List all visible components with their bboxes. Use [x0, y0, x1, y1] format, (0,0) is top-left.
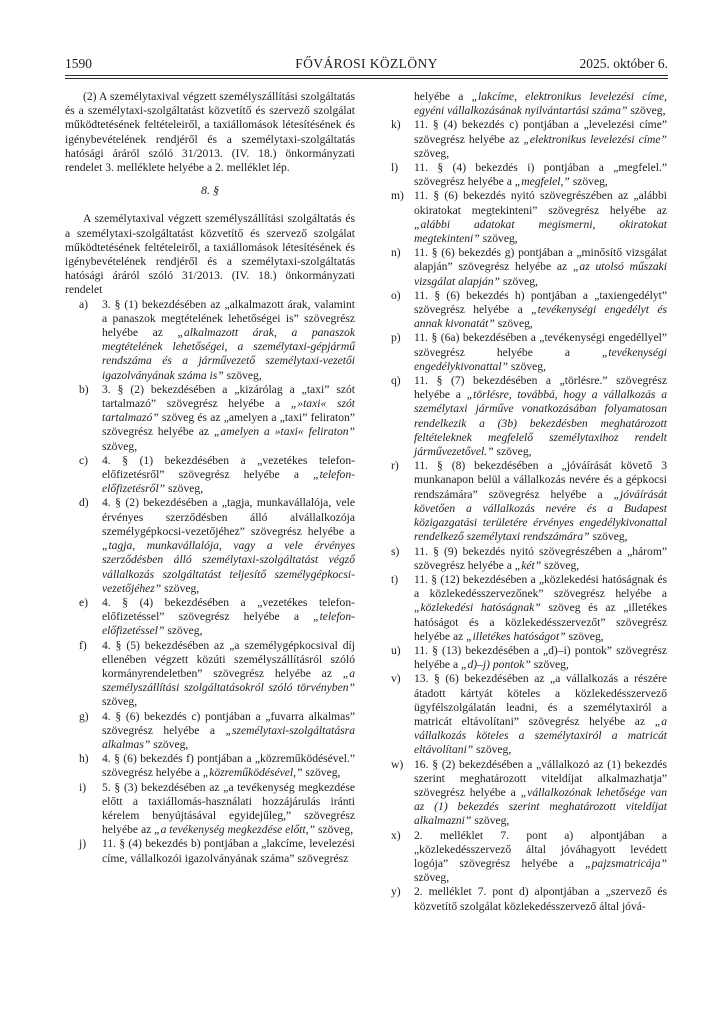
- amendment-list-a-j: [65, 298, 355, 866]
- list-item: [377, 459, 667, 544]
- list-item-label: i): [79, 780, 87, 794]
- list-item: [65, 454, 355, 497]
- list-item-text: 11. § (4) bekezdés b) pontjában a „lakcíme, levelezési címe, vállalkozói igazolványának száma” szövegrész: [102, 837, 355, 865]
- list-item-label: b): [79, 382, 89, 396]
- list-item-label: r): [391, 459, 399, 473]
- section-heading: 8. §: [201, 183, 219, 198]
- list-item-text: 4. § (4) bekezdésében a „vezetékes telefon-előfizetéssel” szövegrész helyébe a „telefon-előfizetéssel” szöveg,: [102, 595, 355, 638]
- list-item-label: j): [79, 837, 87, 851]
- list-item-label: k): [391, 118, 401, 132]
- list-item: [65, 639, 355, 710]
- list-item-text: 11. § (12) bekezdésében a „közlekedési hatóságnak és a közlekedésszervezőnek” szövegrész helyébe a „közlekedési hatóságnak” szöveg és az „illetékes hatóságot és a közlekedésszervezőt” szövegrész helyébe az „illetékes hatóságot” szöveg,: [414, 572, 667, 643]
- list-item-text: 11. § (7) bekezdésében a „törlésre.” szövegrész helyébe a „törlésre, továbbá, hogy a vállalkozás a személytaxi járműve vonatkozásában folyamatosan rendelkezik a (3b) bekezdésben meghatározott feltételeknek megfelelő személytaxihoz rendelt járművezetővel.” szöveg,: [414, 374, 667, 459]
- list-item: [377, 331, 667, 374]
- list-item: [377, 189, 667, 246]
- list-item-label: p): [391, 331, 401, 345]
- list-item: [377, 885, 667, 913]
- list-item-text: 11. § (4) bekezdés c) pontjában a „levelezési címe” szövegrész helyébe az „elektronikus levelezési címe” szöveg,: [414, 118, 667, 160]
- list-item-text: 3. § (1) bekezdésében az „alkalmazott árak, valamint a panaszok megtételének lehetőségei is” szövegrész helyébe az „alkalmazott árak, a panaszok megtételének lehetőségei, a személytaxi-gépjármű rendszáma és a járművezető személytaxi-vezetői igazolványának száma is” szöveg,: [102, 297, 355, 382]
- list-item-label: g): [79, 709, 89, 723]
- amendment-list-k-y: [377, 118, 667, 913]
- list-item-label: h): [79, 752, 89, 766]
- list-item-text: 16. § (2) bekezdésében a „vállalkozó az (1) bekezdés szerint meghatározott viteldíjat alkalmazhatja” szövegrész helyébe a „vállalkozónak lehetősége van az (1) bekezdés szerint meghatározott viteldíjat alkalmazni” szöveg,: [414, 757, 668, 828]
- list-item-text: 4. § (2) bekezdésében a „tagja, munkavállalója, vele érvényes szerződésben álló alvállalkozója személygépkocsi-vezetőjéhez” szövegrész helyébe a „tagja, munkavállalója, vagy a vele érvényes szerződésben álló személytaxi-szolgáltatást végző vállalkozás szolgáltatást teljesítő személygépkocsi-vezetőjéhez” szöveg,: [102, 496, 355, 595]
- intro-paragraph: A személytaxival végzett személyszállítási szolgáltatás és a személytaxi-szolgáltatást közvetítő és szervező szolgálat működtetésének feltételeiről, a taxiállomások létesítésének és igénybevételének rendjéről és a személytaxi-szolgáltatás hatósági áráról szóló 31/2013. (IV. 18.) önkormányzati rendelet: [65, 212, 355, 297]
- list-item-text: 2. melléklet 7. pont a) alpontjában a „közlekedésszervező által jóváhagyott levédett logója” szövegrész helyébe a „pajzsmatricája” szöveg,: [414, 828, 667, 885]
- list-item-text: 11. § (13) bekezdésében a „d)–i) pontok” szövegrész helyébe a „d)–j) pontok” szöveg,: [414, 643, 667, 672]
- list-item: [65, 496, 355, 595]
- list-item-label: q): [391, 374, 401, 388]
- list-item-label: y): [391, 885, 401, 899]
- list-item: [377, 644, 667, 672]
- list-item-text: 4. § (6) bekezdés c) pontjában a „fuvarra alkalmas” szövegrész helyébe a „személytaxi-szolgáltatásra alkalmas” szöveg,: [102, 709, 355, 751]
- list-item: [65, 752, 355, 780]
- list-item: [65, 781, 355, 838]
- list-item-label: v): [391, 672, 401, 686]
- list-item-text: 11. § (6) bekezdés nyitó szövegrészében az „alábbi okiratokat megtekinteni” szövegrész helyébe az „alábbi adatokat megismerni, okiratokat megtekinteni” szöveg,: [414, 189, 667, 246]
- list-item-label: a): [79, 297, 89, 311]
- list-item-label: c): [79, 453, 89, 467]
- list-item: [377, 161, 667, 189]
- list-item-text: 11. § (9) bekezdés nyitó szövegrészében a „három” szövegrész helyébe a „két” szöveg,: [414, 544, 667, 572]
- list-item-text: 5. § (3) bekezdésében az „a tevékenység megkezdése előtt a taxiállomás-használati hozzájárulás iránti kérelem benyújtásával egyidejűleg,” szövegrész helyébe az „a tevékenység megkezdése előtt,” szöveg,: [102, 780, 355, 837]
- list-item: [65, 298, 355, 383]
- gazette-title: FŐVÁROSI KÖZLÖNY: [295, 56, 438, 71]
- list-item-label: e): [79, 595, 89, 609]
- left-column: [65, 90, 355, 1024]
- list-item-text: 11. § (6) bekezdés h) pontjában a „taxiengedélyt” szövegrész helyébe a „tevékenységi engedélyt és annak kivonatát” szöveg,: [414, 288, 668, 331]
- list-item: [65, 596, 355, 639]
- page-header: [65, 56, 668, 72]
- list-item: [377, 289, 667, 332]
- list-item: [377, 758, 667, 829]
- item-j-continuation: [377, 90, 667, 118]
- list-item-text: 4. § (6) bekezdés f) pontjában a „közreműködésével.” szövegrész helyébe a „közreműködésével,” szöveg,: [102, 752, 355, 780]
- item-j-continuation-text: helyébe a „lakcíme, elektronikus levelezési címe, egyéni vállalkozásának nyilvántartási száma” szöveg,: [414, 90, 667, 118]
- list-item: [377, 573, 667, 644]
- list-item-text: 11. § (6a) bekezdésében a „tevékenységi engedéllyel” szövegrész helyébe a „tevékenységi engedélykivonattal” szöveg,: [414, 331, 667, 373]
- list-item: [377, 545, 667, 573]
- list-item-label: l): [391, 161, 399, 175]
- list-item-label: t): [391, 572, 399, 586]
- issue-date: 2025. október 6.: [579, 56, 668, 71]
- list-item: [377, 118, 667, 161]
- list-item-text: 3. § (2) bekezdésében a „kizárólag a „taxi” szót tartalmazó” szövegrész helyébe a „»taxi« szót tartalmazó” szöveg és az „amelyen a „taxi” feliraton” szövegrész helyébe az „amelyen a »taxi« feliraton” szöveg,: [102, 382, 355, 453]
- list-item-label: o): [391, 288, 401, 302]
- list-item-text: 11. § (6) bekezdés g) pontjában a „minősítő vizsgálat alapján” szövegrész helyébe az „az utolsó műszaki vizsgálat alapján” szöveg,: [414, 246, 667, 288]
- list-item-label: n): [391, 246, 401, 260]
- list-item: [377, 672, 667, 757]
- list-item-text: 11. § (4) bekezdés i) pontjában a „megfelel.” szövegrész helyébe a „megfelel,” szöveg,: [414, 161, 667, 189]
- list-item-label: x): [391, 828, 401, 842]
- page-content: [65, 90, 667, 1024]
- list-item: [377, 829, 667, 886]
- right-column: [377, 90, 667, 1024]
- list-item: [377, 246, 667, 289]
- list-item: [65, 710, 355, 753]
- list-item-label: s): [391, 544, 400, 558]
- list-item-label: m): [391, 189, 404, 203]
- list-item-label: w): [391, 757, 404, 771]
- list-item-text: 4. § (1) bekezdésében a „vezetékes telefon-előfizetésről” szövegrész helyébe a „telefon-előfizetésről” szöveg,: [102, 453, 355, 496]
- list-item: [377, 374, 667, 459]
- list-item: [65, 383, 355, 454]
- list-item-label: d): [79, 496, 89, 510]
- list-item-text: 13. § (6) bekezdésében az „a vállalkozás a részére átadott kártyát köteles a közlekedésszervező ügyfélszolgálatán leadni, és a személytaxiról a matricát eltávolítani” szövegrész helyébe az „a vállalkozás köteles a személytaxiról a matricát eltávolítani” szöveg,: [414, 672, 667, 757]
- list-item-text: 11. § (8) bekezdésében a „jóváírását követő 3 munkanapon belül a vállalkozás nevére és a gépkocsi rendszámára” szövegrész helyébe a „jóváírását követően a vállalkozás nevére és a Budapest közigazgatási területére érvényes engedélykivonattal rendelkező személytaxi rendszámára” szöveg,: [414, 459, 667, 544]
- list-item-text: 4. § (5) bekezdésében az „a személygépkocsival díj ellenében végzett közúti személyszállításról szóló kormányrendeletben” szövegrész helyébe az „a személyszállítási szolgáltatásokról szóló törvényben” szöveg,: [102, 638, 355, 709]
- header-rule: [65, 75, 668, 79]
- amendment-paragraph-2: (2) A személytaxival végzett személyszállítási szolgáltatás és a személytaxi-szolgáltatást közvetítő és szervező szolgálat működtetésének feltételeiről, a taxiállomások létesítésének és igénybevételének rendjéről és a személytaxi-szolgáltatás hatósági áráról szóló 31/2013. (IV. 18.) önkormányzati rendelet 3. melléklete helyébe a 2. melléklet lép.: [65, 90, 355, 175]
- list-item-text: 2. melléklet 7. pont d) alpontjában a „szervező és közvetítő szolgálat közlekedésszervező által jóvá-: [414, 885, 667, 913]
- list-item-label: f): [79, 638, 87, 652]
- page-number: 1590: [65, 56, 92, 71]
- list-item-label: u): [391, 643, 401, 657]
- list-item: [65, 837, 355, 865]
